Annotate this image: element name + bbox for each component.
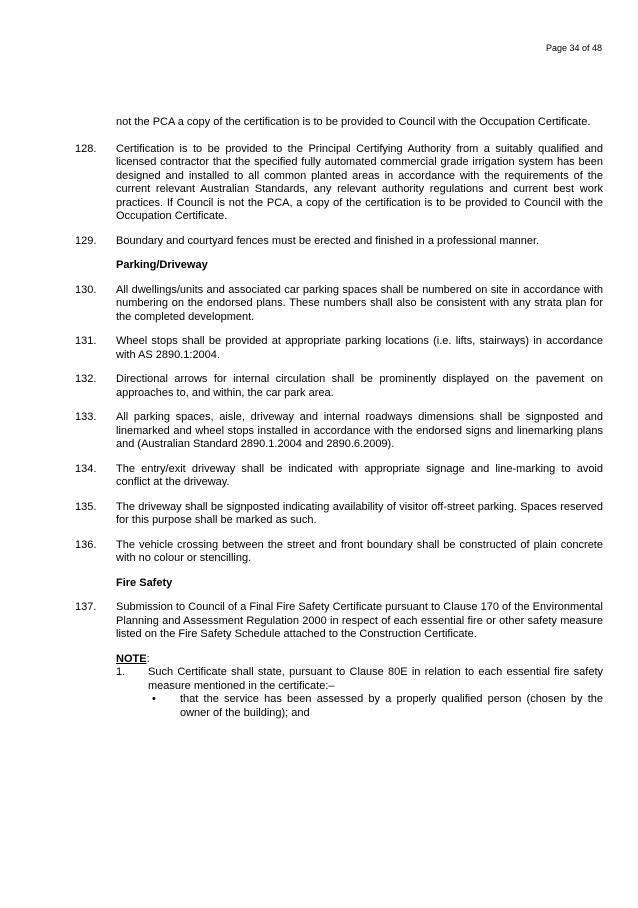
condition-number: 132. bbox=[75, 373, 97, 385]
condition-number: 135. bbox=[75, 500, 97, 513]
condition-128 bbox=[75, 143, 603, 224]
condition-text: Wheel stops shall be provided at appropriate parking locations (i.e. lifts, stairways) in accordance with AS 2890.1:2004. bbox=[116, 335, 603, 361]
condition-136 bbox=[75, 539, 603, 566]
heading-parking-driveway: Parking/Driveway bbox=[116, 259, 208, 271]
condition-text: All dwellings/units and associated car parking spaces shall be numbered on site in accordance with numbering on the endorsed plans. These numbers shall also be consistent with any strata plan for the completed development. bbox=[116, 283, 603, 323]
condition-number: 130. bbox=[75, 283, 97, 296]
condition-text: The entry/exit driveway shall be indicated with appropriate signage and line-marking to avoid conflict at the driveway. bbox=[116, 462, 603, 488]
heading-fire-safety: Fire Safety bbox=[116, 576, 173, 589]
note-block bbox=[75, 653, 603, 667]
condition-132 bbox=[75, 373, 603, 400]
condition-137 bbox=[75, 601, 603, 642]
condition-text: The driveway shall be signposted indicating availability of visitor off-street parking. Spaces reserved for this purpose shall be marked as such. bbox=[116, 500, 603, 526]
continuation-paragraph bbox=[75, 116, 603, 130]
note-bullet bbox=[148, 693, 603, 720]
condition-133 bbox=[75, 411, 603, 452]
document-body bbox=[75, 116, 603, 720]
condition-135 bbox=[75, 501, 603, 528]
note-list bbox=[75, 666, 603, 720]
condition-129 bbox=[75, 235, 603, 249]
condition-text: Submission to Council of a Final Fire Safety Certificate pursuant to Clause 170 of the Environmental Planning and Assessment Regulation 2000 in respect of each essential fire or other safety measure listed on the Fire Safety Schedule attached to the Construction Certificate. bbox=[116, 601, 603, 640]
note-item-1 bbox=[116, 666, 603, 693]
bullet-icon: • bbox=[152, 693, 156, 705]
condition-text: Directional arrows for internal circulation shall be prominently displayed on the pavement on approaches to, and within, the car park area. bbox=[116, 373, 603, 399]
note-item-text: Such Certificate shall state, pursuant to Clause 80E in relation to each essential fire safety measure mentioned in the certificate:– bbox=[148, 666, 603, 692]
continuation-text: not the PCA a copy of the certification is to be provided to Council with the Occupation Certificate. bbox=[116, 116, 591, 128]
condition-134 bbox=[75, 463, 603, 490]
condition-number: 136. bbox=[75, 538, 97, 551]
note-item-number: 1. bbox=[116, 666, 126, 678]
condition-number: 133. bbox=[75, 411, 97, 423]
note-heading bbox=[116, 653, 603, 667]
condition-text: The vehicle crossing between the street and front boundary shall be constructed of plain concrete with no colour or stencilling. bbox=[116, 538, 603, 564]
condition-number: 128. bbox=[75, 142, 97, 155]
condition-text: Certification is to be provided to the Principal Certifying Authority from a suitably qualified and licensed contractor that the specified fully automated commercial grade irrigation system has been designed and installed to all common planted areas in accordance with the requirements of the current relevant Australian Standards, any relevant authority regulations and current best work practices. If Council is not the PCA, a copy of the certification is to be provided to Council with the Occupation Certificate. bbox=[116, 142, 603, 222]
condition-number: 134. bbox=[75, 462, 97, 475]
note-title: NOTE bbox=[116, 652, 147, 665]
condition-number: 129. bbox=[75, 234, 97, 247]
condition-number: 131. bbox=[75, 335, 97, 347]
page-number: Page 34 of 48 bbox=[545, 43, 602, 53]
condition-130 bbox=[75, 284, 603, 325]
condition-number: 137. bbox=[75, 601, 97, 613]
condition-text: All parking spaces, aisle, driveway and internal roadways dimensions shall be signposted and linemarked and wheel stops installed in accordance with the endorsed signs and linemarking plans and (Australian Standard 2890.1.2004 and 2890.6.2009). bbox=[116, 411, 603, 450]
note-colon: : bbox=[146, 652, 150, 665]
condition-text: Boundary and courtyard fences must be erected and finished in a professional manner. bbox=[116, 234, 540, 247]
note-bullet-text: that the service has been assessed by a properly qualified person (chosen by the owner of the building); and bbox=[180, 693, 603, 719]
condition-131 bbox=[75, 335, 603, 362]
